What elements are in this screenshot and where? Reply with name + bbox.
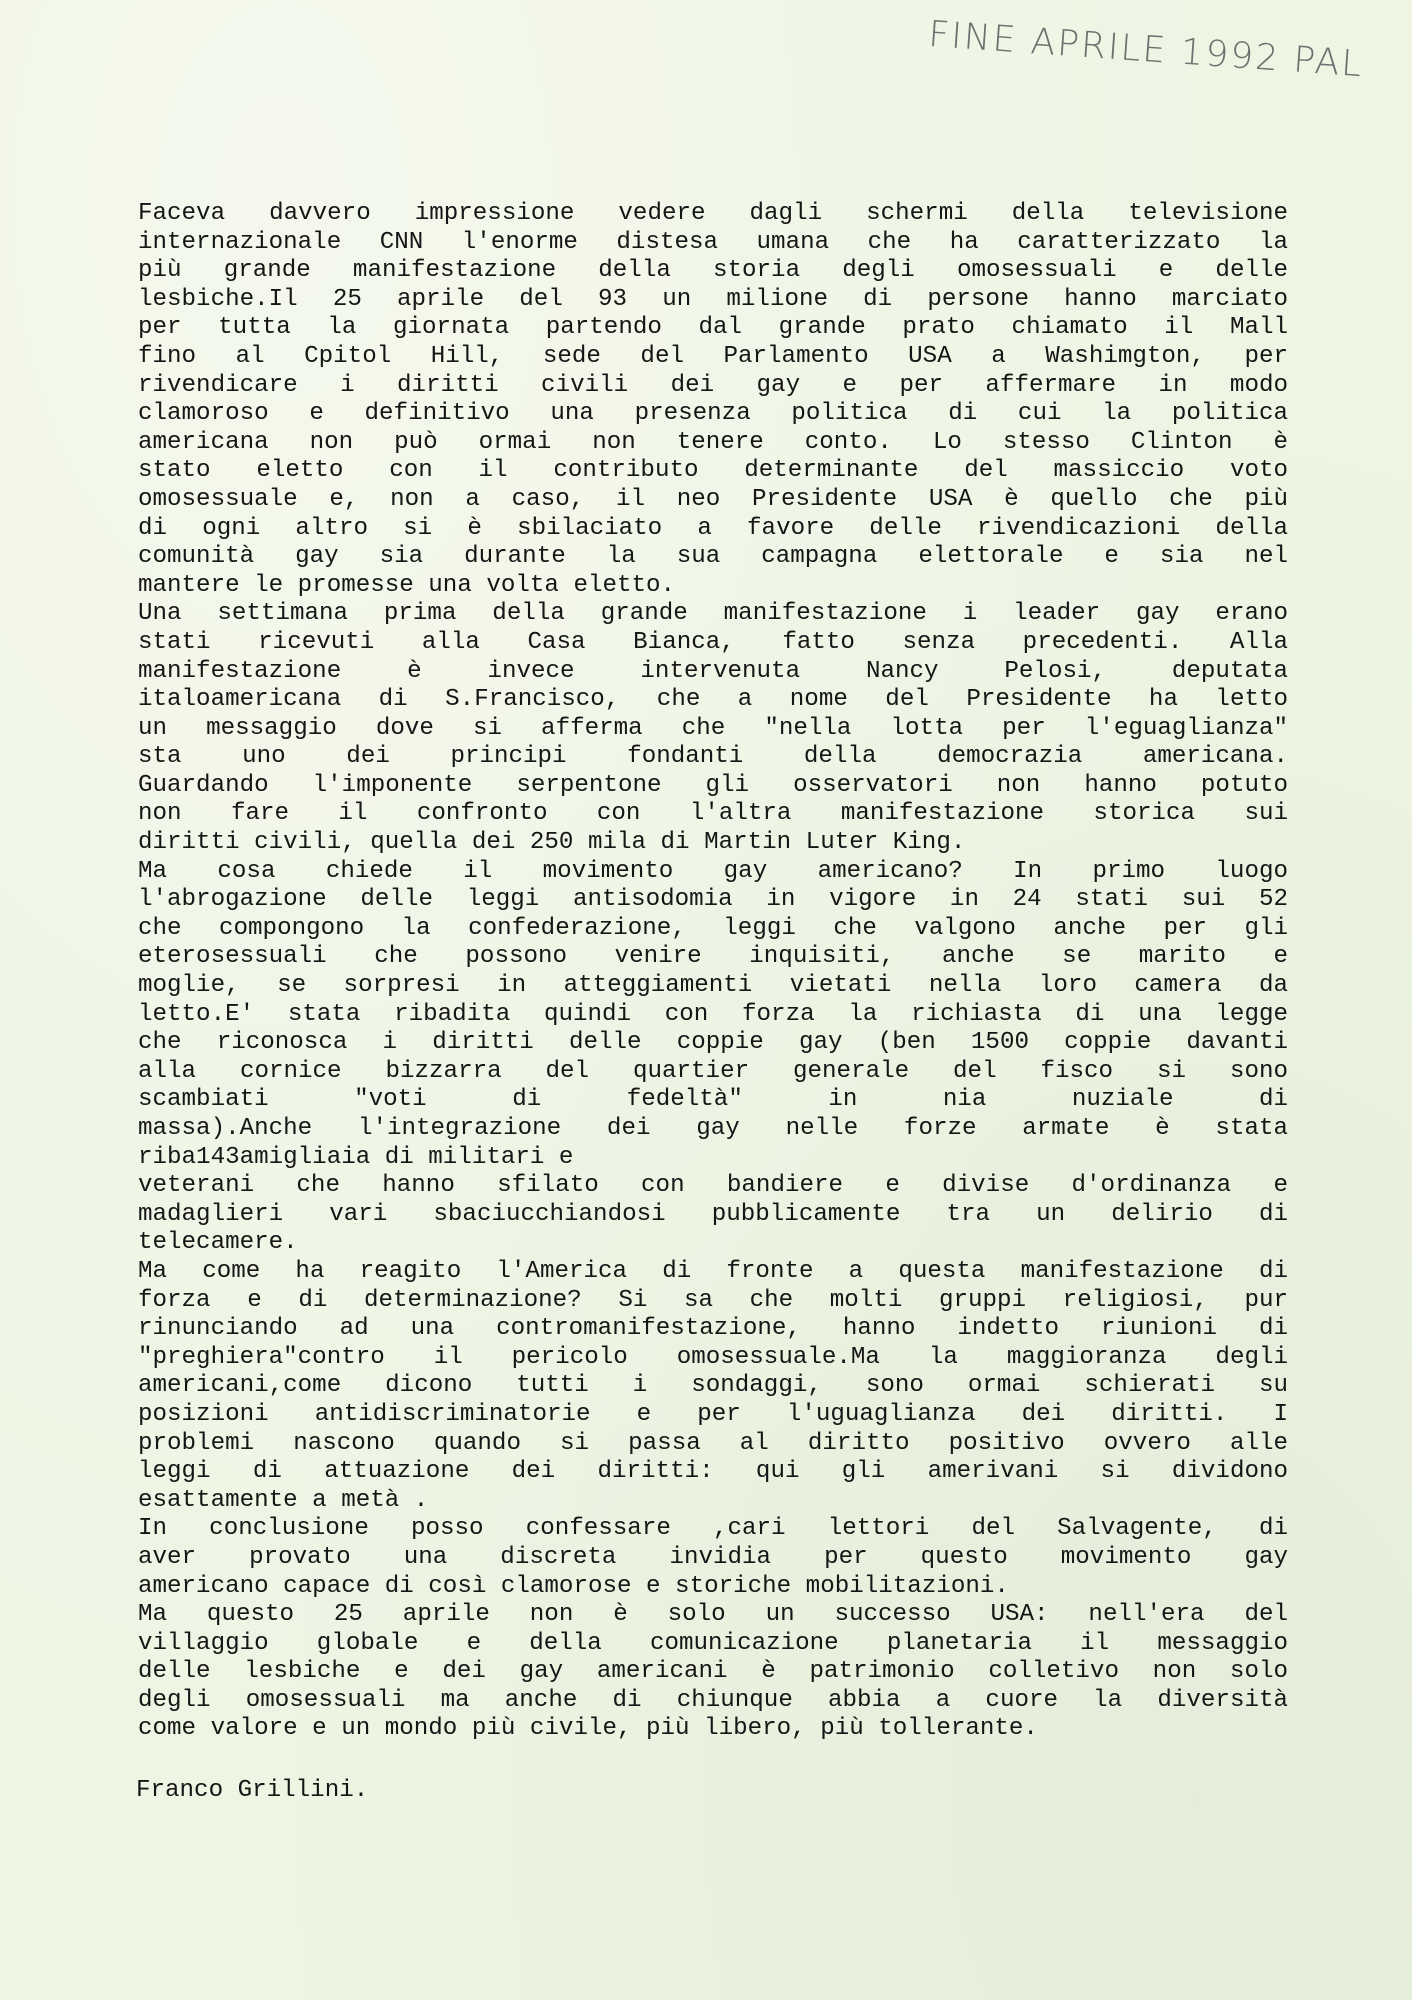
text-line: Ma questo 25 aprile non è solo un successo USA: nell'era del [138, 1601, 1288, 1629]
text-line: forza e di determinazione? Si sa che molti gruppi religiosi, pur [138, 1286, 1288, 1314]
text-line: veterani che hanno sfilato con bandiere e divise d'ordinanza e [138, 1172, 1288, 1200]
text-line: per tutta la giornata partendo dal grande prato chiamato il Mall [138, 314, 1288, 342]
text-line: americano capace di così clamorose e storiche mobilitazioni. [138, 1572, 1009, 1600]
text-line: mantere le promesse una volta eletto. [138, 571, 676, 599]
text-line: delle lesbiche e dei gay americani è patrimonio colletivo non solo [138, 1658, 1288, 1686]
text-line: rinunciando ad una contromanifestazione, hanno indetto riunioni di [138, 1315, 1288, 1343]
text-line: manifestazione è invece intervenuta Nancy Pelosi, deputata [138, 657, 1288, 685]
text-line: più grande manifestazione della storia degli omosessuali e delle [138, 257, 1288, 285]
text-line: "preghiera"contro il pericolo omosessuale.Ma la maggioranza degli [138, 1343, 1288, 1371]
text-line: esattamente a metà . [138, 1486, 429, 1514]
text-line: non fare il confronto con l'altra manifestazione storica sui [138, 800, 1288, 828]
text-line: riba143amigliaia di militari e [138, 1143, 574, 1171]
text-line: problemi nascono quando si passa al diritto positivo ovvero alle [138, 1429, 1288, 1457]
text-line: italoamericana di S.Francisco, che a nome del Presidente ha letto [138, 686, 1288, 714]
text-line: americani,come dicono tutti i sondaggi, sono ormai schierati su [138, 1372, 1288, 1400]
text-line: telecamere. [138, 1229, 298, 1257]
article-body [138, 200, 1288, 1744]
text-line: di ogni altro si è sbilaciato a favore delle rivendicazioni della [138, 514, 1288, 542]
text-line: In conclusione posso confessare ,cari lettori del Salvagente, di [138, 1515, 1288, 1543]
text-line: diritti civili, quella dei 250 mila di Martin Luter King. [138, 829, 966, 857]
text-line: comunità gay sia durante la sua campagna elettorale e sia nel [138, 543, 1288, 571]
text-line: omosessuale e, non a caso, il neo Presidente USA è quello che più [138, 485, 1288, 513]
text-line: posizioni antidiscriminatorie e per l'uguaglianza dei diritti. I [138, 1400, 1288, 1428]
text-line: leggi di attuazione dei diritti: qui gli amerivani si dividono [138, 1458, 1288, 1486]
text-line: stato eletto con il contributo determinante del massiccio voto [138, 457, 1288, 485]
text-line: letto.E' stata ribadita quindi con forza la richiasta di una legge [138, 1000, 1288, 1028]
text-line: degli omosessuali ma anche di chiunque abbia a cuore la diversità [138, 1686, 1288, 1714]
text-line: che compongono la confederazione, leggi che valgono anche per gli [138, 914, 1288, 942]
text-line: un messaggio dove si afferma che "nella lotta per l'eguaglianza" [138, 714, 1288, 742]
text-line: Faceva davvero impressione vedere dagli schermi della televisione [138, 200, 1288, 227]
text-line: lesbiche.Il 25 aprile del 93 un milione di persone hanno marciato [138, 285, 1288, 313]
text-line: sta uno dei principi fondanti della democrazia americana. [138, 743, 1288, 771]
text-line: fino al Cpitol Hill, sede del Parlamento USA a Washimgton, per [138, 342, 1288, 370]
text-line: massa).Anche l'integrazione dei gay nelle forze armate è stata [138, 1115, 1288, 1142]
text-line: alla cornice bizzarra del quartier generale del fisco si sono [138, 1057, 1288, 1085]
text-line: madaglieri vari sbaciucchiandosi pubblicamente tra un delirio di [138, 1200, 1288, 1228]
text-line: scambiati "voti di fedeltà" in nia nuziale di [138, 1086, 1288, 1114]
text-line: Guardando l'imponente serpentone gli osservatori non hanno potuto [138, 771, 1288, 799]
text-line: che riconosca i diritti delle coppie gay (ben 1500 coppie davanti [138, 1029, 1288, 1057]
text-line: Ma cosa chiede il movimento gay americano? In primo luogo [138, 857, 1288, 885]
text-line: rivendicare i diritti civili dei gay e per affermare in modo [138, 371, 1288, 399]
handwritten-annotation: FINE APRILE 1992 PAL [927, 14, 1365, 86]
text-line: l'abrogazione delle leggi antisodomia in vigore in 24 stati sui 52 [138, 886, 1288, 914]
text-line: americana non può ormai non tenere conto. Lo stesso Clinton è [138, 428, 1288, 456]
text-line: Una settimana prima della grande manifestazione i leader gay erano [138, 600, 1288, 628]
text-line: clamoroso e definitivo una presenza politica di cui la politica [138, 400, 1288, 428]
signature: Franco Grillini. [136, 1777, 369, 1804]
text-line: villaggio globale e della comunicazione planetaria il messaggio [138, 1629, 1288, 1657]
text-line: Ma come ha reagito l'America di fronte a questa manifestazione di [138, 1257, 1288, 1285]
text-line: stati ricevuti alla Casa Bianca, fatto senza precedenti. Alla [138, 628, 1288, 656]
text-line: eterosessuali che possono venire inquisiti, anche se marito e [138, 943, 1288, 971]
text-line: moglie, se sorpresi in atteggiamenti vietati nella loro camera da [138, 972, 1288, 1000]
text-line: internazionale CNN l'enorme distesa umana che ha caratterizzato la [138, 228, 1288, 256]
text-line: come valore e un mondo più civile, più libero, più tollerante. [138, 1715, 1038, 1743]
text-line: aver provato una discreta invidia per questo movimento gay [138, 1543, 1288, 1571]
